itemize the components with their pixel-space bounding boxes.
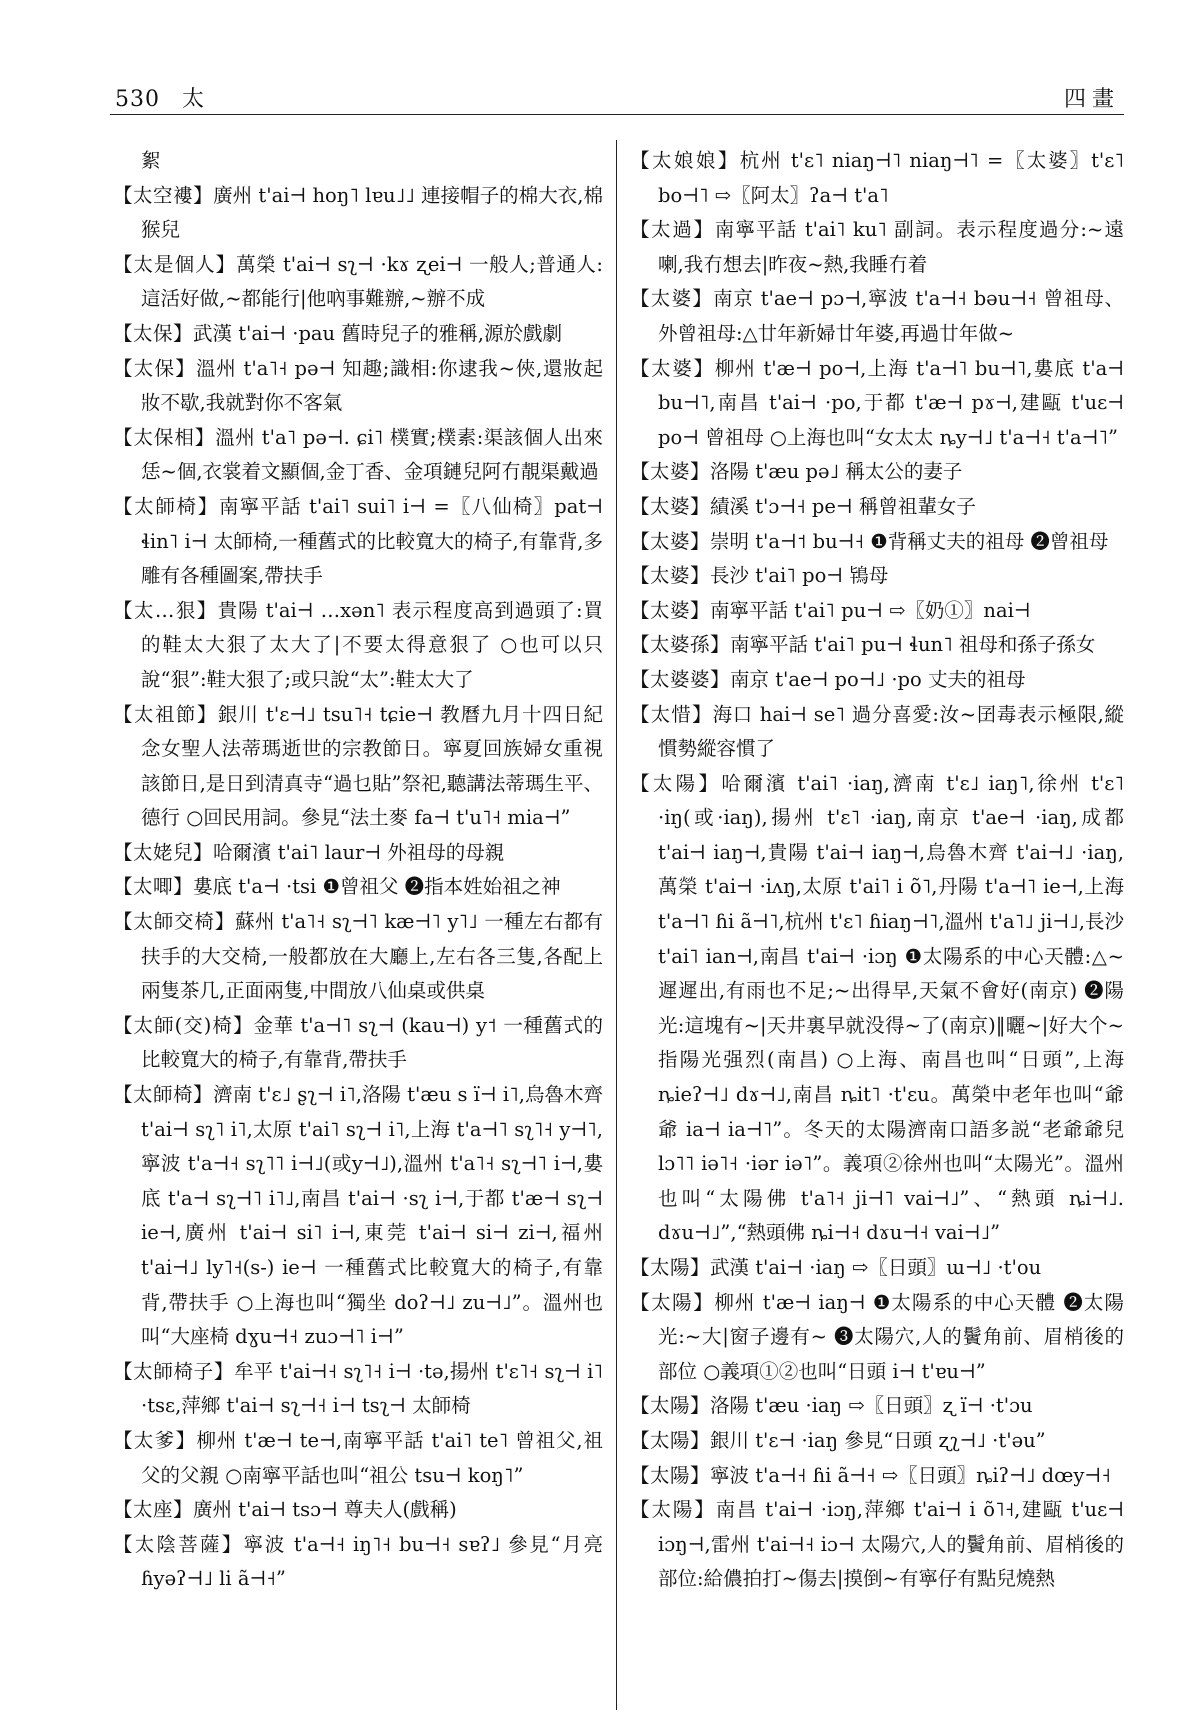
- dictionary-entry: [630, 698, 1124, 767]
- dictionary-entry: [113, 698, 603, 836]
- entry-text: 柳州 t'æ⊣ po⊣,上海 t'a⊣˥ bu⊣˥,婁底 t'a⊣ bu⊣˥,南昌 t'ai⊣ ·po,于都 t'æ⊣ pɤ⊣,建甌 t'uɛ⊣ po⊣ 曾祖母 ○上海也叫“女太太 ȵy⊣˩ t'a⊣˧ t'a⊣˥”: [658, 356, 1124, 449]
- entry-headword: 【太保相】: [113, 425, 216, 449]
- entry-headword: 【太是個人】: [113, 252, 237, 276]
- dictionary-entry: [630, 1251, 1124, 1286]
- entry-headword: 【太保】: [113, 321, 194, 345]
- entry-text: 寧波 t'a⊣˧ iŋ˥˧ bu⊣˧ sɐʔ˩ 參見“月亮 ɦyəʔ⊣˩ li ã⊣˧”: [141, 1532, 603, 1591]
- dictionary-entry: [630, 282, 1124, 351]
- entry-headword: 【太婆婆】: [630, 667, 731, 691]
- entry-text: 南寧平話 t'ai˥ pu⊣ ɬun˥ 祖母和孫子孫女: [730, 633, 1096, 657]
- page-header: [115, 78, 1120, 112]
- left-column: [113, 144, 603, 1704]
- entry-text: 哈爾濱 t'ai˥ laur⊣ 外祖母的母親: [213, 840, 505, 864]
- column-divider: [616, 140, 617, 1710]
- entry-text: 長沙 t'ai˥ po⊣ 鴇母: [710, 564, 889, 588]
- entry-text: 海口 hai⊣ se˥ 過分喜愛:汝~囝毒表示極限,縱慣勢縱容慣了: [658, 702, 1124, 761]
- entry-headword: 【太過】: [630, 218, 715, 242]
- entry-text: 洛陽 t'æu ·iaŋ ⇨〖日頭〗ʐ ï⊣ ·t'ɔu: [710, 1394, 1033, 1418]
- dictionary-entry: [113, 352, 603, 421]
- dictionary-entry: [630, 1459, 1124, 1494]
- dictionary-entry: [630, 525, 1124, 560]
- entry-text: 南寧平話 t'ai˥ ku˥ 副詞。表示程度過分:~遠喇,我冇想去|昨夜~熱,我睡冇着: [658, 218, 1124, 276]
- entry-text: 南寧平話 t'ai˥ pu⊣ ⇨〖奶①〗nai⊣: [710, 598, 1031, 622]
- dictionary-entry: [113, 1009, 603, 1078]
- entry-text: 廣州 t'ai⊣ tsɔ⊣ 尊夫人(戲稱): [193, 1498, 457, 1522]
- entry-headword: 【太陽】: [630, 1290, 715, 1314]
- page-character: 太: [182, 87, 206, 112]
- entry-headword: 【太婆孫】: [630, 633, 731, 657]
- dictionary-entry: [630, 213, 1124, 282]
- entry-text: 婁底 t'a⊣ ·tsi ❶曾祖父 ❷指本姓始祖之神: [193, 875, 561, 899]
- dictionary-entry: [630, 663, 1124, 698]
- dictionary-entry: [630, 490, 1124, 525]
- entry-headword: 【太陽】: [630, 1498, 716, 1522]
- dictionary-entry: [113, 179, 603, 248]
- entry-text: 溫州 t'a˥˧ pə⊣ 知趣;識相:你逮我~俠,還妝起妝不歇,我就對你不客氣: [141, 356, 603, 415]
- entry-text: 柳州 t'æ⊣ te⊣,南寧平話 t'ai˥ te˥ 曾祖父,祖父的父親 ○南寧平話也叫“祖公 tsu⊣ koŋ˥”: [141, 1428, 603, 1487]
- dictionary-entry: [630, 594, 1124, 629]
- header-rule: [110, 114, 1124, 115]
- entry-headword: 【太座】: [113, 1498, 194, 1522]
- entry-headword: 【太陽】: [630, 771, 722, 795]
- entry-headword: 【太師椅】: [113, 494, 219, 518]
- dictionary-entry: [630, 1286, 1124, 1390]
- entry-text: 崇明 t'a⊣˦ bu⊣˧ ❶背稱丈夫的祖母 ❷曾祖母: [710, 529, 1109, 553]
- entry-text: 廣州 t'ai⊣ hoŋ˥ lɐu˩˩ 連接帽子的棉大衣,棉猴兒: [141, 183, 603, 242]
- entry-text: 柳州 t'æ⊣ iaŋ⊣ ❶太陽系的中心天體 ❷太陽光:~大|窗子邊有~ ❸太陽穴,人的鬢角前、眉梢後的部位 ○義項①②也叫“日頭 i⊣ t'ɐu⊣”: [658, 1290, 1124, 1383]
- entry-text: 寧波 t'a⊣˧ ɦi ã⊣˧ ⇨〖日頭〗ȵiʔ⊣˩ dœy⊣˧: [710, 1463, 1111, 1487]
- entry-text: 南京 t'ae⊣ po⊣˩ ·po 丈夫的祖母: [730, 667, 1026, 691]
- entry-headword: 【太婆】: [630, 356, 715, 380]
- entry-headword: 【太姥兒】: [113, 840, 214, 864]
- entry-headword: 【太陽】: [630, 1256, 711, 1279]
- entry-headword: 【太保】: [113, 356, 197, 380]
- entry-text: 銀川 t'ɛ⊣ ·iaŋ 參見“日頭 ʐʅ⊣˩ ·t'əu”: [710, 1428, 1046, 1452]
- dictionary-entry: [630, 767, 1124, 1251]
- entry-headword: 【太師交椅】: [113, 910, 236, 934]
- dictionary-entry: [630, 559, 1124, 594]
- entry-text: 武漢 t'ai⊣ ·iaŋ ⇨〖日頭〗ɯ⊣˩ ·t'ou: [710, 1256, 1042, 1279]
- entry-headword: 【太陽】: [630, 1428, 711, 1452]
- dictionary-entry: [113, 144, 603, 179]
- dictionary-entry: [113, 594, 603, 698]
- entry-text: 哈爾濱 t'ai˥ ·iaŋ,濟南 t'ɛ˩ iaŋ˥,徐州 t'ɛ˥ ·iŋ(或·iaŋ),揚州 t'ɛ˥ ·iaŋ,南京 t'ae⊣ ·iaŋ,成都 t'ai⊣ iaŋ⊣,貴陽 t'ai⊣ iaŋ⊣,烏魯木齊 t'ai⊣˩ ·iaŋ,萬榮 t'ai⊣ ·iʌŋ,太原 t'ai˥ i õ˥,丹陽 t'a⊣˥ ie⊣,上海 t'a⊣˥ ɦi ã⊣˥,杭州 t'ɛ˥ ɦiaŋ⊣˥,溫州 t'a˥˩ ji⊣˩,長沙 t'ai˥ ian⊣,南昌 t'ai⊣ ·iɔŋ ❶太陽系的中心天體:△~遲遲出,有雨也不足;~出得早,天氣不會好(南京) ❷陽光:這塊有~|天井裏早就没得~了(南京)‖曬~|好大个~指陽光强烈(南昌) ○上海、南昌也叫“日頭”,上海 ȵieʔ⊣˩ dɤ⊣˩,南昌 ȵit˥ ·t'ɛu。萬榮中老年也叫“爺爺 ia⊣ ia⊣˥”。冬天的太陽濟南口語多説“老爺爺兒 lɔ˥˥ iə˥˧ ·iər iə˥”。義項②徐州也叫“太陽光”。溫州也叫“太陽佛 t'a˥˧ ji⊣˥ vai⊣˩”、“熱頭 ȵi⊣˩. dɤu⊣˩”,“熱頭佛 ȵi⊣˧ dɤu⊣˧ vai⊣˩”: [658, 771, 1124, 1245]
- entry-text: 武漢 t'ai⊣ ·pau 舊時兒子的雅稱,源於戲劇: [193, 321, 563, 345]
- page-number: 530: [115, 87, 160, 112]
- dictionary-entry: [630, 1424, 1124, 1459]
- entry-text: 洛陽 t'æu pə˩ 稱太公的妻子: [710, 460, 963, 484]
- entry-headword: 【太婆】: [630, 529, 711, 553]
- dictionary-entry: [630, 455, 1124, 490]
- entry-headword: 【太爹】: [113, 1428, 197, 1452]
- dictionary-entry: [113, 317, 603, 352]
- entry-text: 溫州 t'a˥ pə⊣. ɕi˥ 樸實;樸素:渠該個人出來恁~個,衣裳着文顯個,金丁香、金項鏈兒阿冇靚渠戴過: [141, 425, 603, 484]
- entry-headword: 【太婆】: [630, 287, 714, 311]
- dictionary-entry: [113, 1355, 603, 1424]
- entry-headword: 【太師椅】: [113, 1083, 214, 1107]
- entry-headword: 【太惜】: [630, 702, 713, 726]
- entry-headword: 【太娘娘】: [630, 149, 740, 172]
- dictionary-entry: [113, 905, 603, 1009]
- dictionary-entry: [630, 1493, 1124, 1597]
- section-title: 四畫: [1063, 87, 1120, 112]
- entry-text: 金華 t'a⊣˥ sʅ⊣ (kau⊣) y˦ 一種舊式的比較寬大的椅子,有靠背,帶扶手: [141, 1013, 603, 1072]
- right-column: [630, 144, 1124, 1704]
- entry-text: 杭州 t'ɛ˥ niaŋ⊣˥ niaŋ⊣˥ =〖太婆〗t'ɛ˥ bo⊣˥ ⇨〖阿太〗ʔa⊣ t'a˥: [658, 149, 1124, 207]
- dictionary-entry: [113, 1528, 603, 1597]
- dictionary-entry: [113, 421, 603, 490]
- dictionary-entry: [113, 870, 603, 905]
- entry-headword: 【太唧】: [113, 875, 194, 899]
- dictionary-entry: [630, 144, 1124, 213]
- entry-text: 絮: [141, 149, 161, 172]
- dictionary-entry: [113, 490, 603, 594]
- entry-headword: 【太師椅子】: [113, 1359, 234, 1383]
- dictionary-entry: [113, 248, 603, 317]
- entry-text: 南寧平話 t'ai˥ sui˥ i⊣ =〖八仙椅〗pat⊣ ɬin˥ i⊣ 太師椅,一種舊式的比較寬大的椅子,有靠背,多雕有各種圖案,帶扶手: [141, 494, 603, 588]
- dictionary-entry: [113, 1078, 603, 1355]
- entry-headword: 【太婆】: [630, 598, 711, 622]
- entry-text: 萬榮 t'ai⊣ sʅ⊣ ·kɤ ʐei⊣ 一般人;普通人:這活好做,~都能行|他吶事難辦,~辦不成: [141, 252, 603, 311]
- entry-headword: 【太陰菩薩】: [113, 1532, 244, 1556]
- dictionary-entry: [630, 352, 1124, 456]
- entry-headword: 【太陽】: [630, 1463, 711, 1487]
- entry-headword: 【太陽】: [630, 1394, 711, 1418]
- entry-headword: 【太婆】: [630, 494, 711, 518]
- entry-text: 牟平 t'ai⊣˧ sʅ˥˧ i⊣ ·tə,揚州 t'ɛ˥˧ sʅ⊣ i˥ ·tsɛ,萍鄉 t'ai⊣ sʅ⊣˧ i⊣ tsʅ⊣ 太師椅: [141, 1359, 603, 1418]
- entry-text: 南昌 t'ai⊣ ·iɔŋ,萍鄉 t'ai⊣ i õ˥˧,建甌 t'uɛ⊣ iɔŋ⊣,雷州 t'ai⊣˧ iɔ⊣ 太陽穴,人的鬢角前、眉梢後的部位:給儂拍打~傷去|摸倒~有寧仔有點兒燒熱: [658, 1498, 1124, 1591]
- entry-headword: 【太師(交)椅】: [113, 1013, 254, 1037]
- entry-text: 濟南 t'ɛ˩ ʂʅ⊣ i˥,洛陽 t'æu s ï⊣ i˥,烏魯木齊 t'ai⊣ sʅ˥ i˥,太原 t'ai˥ sʅ⊣ i˥,上海 t'a⊣˥ sʅ˥˧ y⊣˥,寧波 t'a⊣˧ sʅ˥˥ i⊣˩(或y⊣˩),溫州 t'a˥˧ sʅ⊣˥ i⊣,婁底 t'a⊣ sʅ⊣˥ i˥˩,南昌 t'ai⊣ ·sʅ i⊣,于都 t'æ⊣ sʅ⊣ ie⊣,廣州 t'ai⊣ si˥ i⊣,東莞 t'ai⊣ si⊣ zi⊣,福州 t'ai⊣˩ ly˥˧(s-) ie⊣ 一種舊式比較寬大的椅子,有靠背,帶扶手 ○上海也叫“獨坐 doʔ⊣˩ zu⊣˩”。溫州也叫“大座椅 dɣu⊣˧ zuɔ⊣˥ i⊣”: [141, 1083, 603, 1349]
- entry-headword: 【太祖節】: [113, 702, 218, 726]
- entry-headword: 【太…狠】: [113, 598, 218, 622]
- entry-text: 南京 t'ae⊣ pɔ⊣,寧波 t'a⊣˧ bəu⊣˧ 曾祖母、外曾祖母:△廿年新婦廿年婆,再過廿年做~: [658, 287, 1124, 345]
- dictionary-entry: [630, 628, 1124, 663]
- header-left: [115, 82, 227, 113]
- entry-text: 銀川 t'ɛ⊣˩ tsu˥˧ tɕie⊣ 教曆九月十四日紀念女聖人法蒂瑪逝世的宗教節日。寧夏回族婦女重視該節日,是日到清真寺“過乜貼”祭祀,聽講法蒂瑪生平、德行 ○回民用詞。參見“法土麥 fa⊣ t'u˥˧ mia⊣”: [141, 702, 603, 830]
- entry-headword: 【太婆】: [630, 460, 711, 484]
- entry-text: 績溪 t'ɔ⊣˧ pe⊣ 稱曾祖輩女子: [710, 494, 976, 518]
- dictionary-entry: [113, 836, 603, 871]
- entry-text: 貴陽 t'ai⊣ …xən˥ 表示程度高到過頭了:買的鞋太大狠了太大了|不要太得意狠了 ○也可以只說“狠”:鞋大狠了;或只說“太”:鞋太大了: [141, 598, 603, 691]
- dictionary-entry: [113, 1493, 603, 1528]
- entry-headword: 【太婆】: [630, 564, 711, 588]
- dictionary-entry: [630, 1389, 1124, 1424]
- entry-text: 蘇州 t'a˥˧ sʅ⊣˥ kæ⊣˥ y˥˩ 一種左右都有扶手的大交椅,一般都放在大廳上,左右各三隻,各配上兩隻茶几,正面兩隻,中間放八仙桌或供桌: [141, 910, 603, 1003]
- dictionary-entry: [113, 1424, 603, 1493]
- entry-headword: 【太空褸】: [113, 183, 214, 207]
